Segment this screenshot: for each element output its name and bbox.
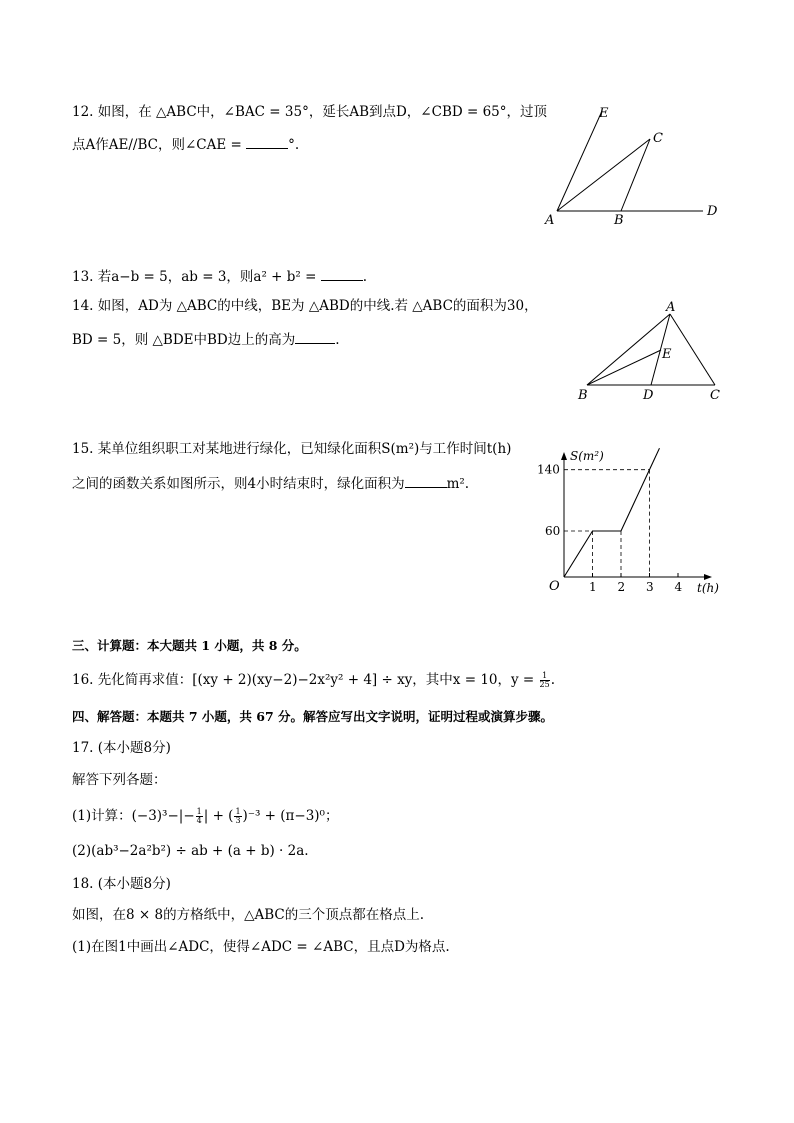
q15-xtick-4: 4: [674, 580, 683, 594]
q15-ylabel: S(m²): [570, 449, 604, 463]
q18-line2: (1)在图1中画出∠ADC，使得∠ADC = ∠ABC，且点D为格点.: [72, 939, 450, 955]
q15-line2-unit: m².: [446, 476, 470, 492]
q16-frac-num: 1: [540, 672, 550, 681]
q15-graph: [537, 445, 730, 605]
q15-y-arrow-icon: [561, 452, 567, 460]
q13-answer-blank[interactable]: [321, 268, 363, 281]
q16-fraction: [540, 672, 550, 689]
q14-label-E: E: [662, 347, 672, 362]
q14-label-B: B: [578, 388, 588, 403]
q17-header: 17. (本小题8分): [72, 740, 171, 756]
q15-line1: 15. 某单位组织职工对某地进行绿化，已知绿化面积S(m²)与工作时间t(h): [72, 441, 512, 457]
q17-frac1: [196, 808, 203, 825]
q15-series-extension: [650, 448, 660, 469]
q14-line2-text: BD = 5，则 △BDE中BD边上的高为: [72, 332, 296, 348]
q13-end: .: [362, 269, 368, 285]
q17-frac2: [234, 808, 241, 825]
q15-ytick-140: 140: [537, 462, 560, 477]
q13-text: 13. 若a−b = 5，ab = 3，则a² + b² =: [72, 269, 321, 285]
q14-label-A: A: [666, 300, 676, 315]
q15-answer-blank[interactable]: [405, 475, 447, 488]
q12-line2-end: °.: [288, 137, 300, 153]
q17-intro: 解答下列各题：: [72, 772, 167, 788]
q12-line2-text: 点A作AE//BC，则∠CAE =: [72, 137, 247, 153]
q12-label-B: B: [614, 213, 624, 228]
section4-title: 四、解答题：本题共 7 小题，共 67 分。解答应写出文字说明，证明过程或演算步骤。: [72, 709, 554, 724]
q14-label-C: C: [710, 388, 720, 403]
q16-end: .: [550, 672, 555, 688]
q17-part2: (2)(ab³−2a²b²) ÷ ab + (a + b) · 2a.: [72, 843, 309, 859]
q15-x-arrow-icon: [704, 574, 712, 580]
q17-p1-pre: (1)计算：(−3)³−|−: [72, 808, 195, 824]
q12-answer-blank[interactable]: [246, 136, 288, 149]
q17-frac2-den: 3: [235, 816, 241, 825]
q15-origin-label: O: [549, 579, 560, 594]
q17-frac1-num: 1: [196, 807, 202, 816]
q17-p1-post: )⁻³ + (π−3)⁰；: [242, 808, 339, 824]
q15-xlabel: t(h): [697, 581, 719, 595]
q15-line2: [72, 475, 469, 492]
q16-text: 16. 先化简再求值：[(xy + 2)(xy−2)−2x²y² + 4] ÷ xy，其中x = 10，y =: [72, 672, 539, 688]
q12-line1: 12. 如图，在 △ABC中，∠BAC = 35°，延长AB到点D，∠CBD = 65°，过顶: [72, 104, 548, 120]
q15-xtick-2: 2: [617, 580, 626, 594]
q14-line-AC: [670, 314, 715, 385]
q14-line1: 14. 如图，AD为 △ABC的中线，BE为 △ABD的中线.若 △ABC的面积为30，: [72, 298, 538, 314]
q17-frac1-den: 4: [196, 816, 202, 825]
q15-series-line: [564, 470, 650, 577]
section3-title: 三、计算题：本大题共 1 小题，共 8 分。: [72, 638, 307, 653]
q15-line2-text: 之间的函数关系如图所示，则4小时结束时，绿化面积为: [72, 476, 405, 492]
q14-label-D: D: [643, 388, 654, 403]
q18-header: 18. (本小题8分): [72, 876, 171, 892]
q12-label-E: E: [599, 106, 609, 121]
q12-label-C: C: [653, 131, 663, 146]
q12-line-AE: [557, 111, 602, 211]
q16-frac-den: 25: [539, 680, 550, 689]
q12-figure: [540, 100, 730, 235]
q15-xtick-3: 3: [646, 580, 654, 594]
q17-part1: [72, 808, 338, 825]
q18-line1: 如图，在8 × 8的方格纸中，△ABC的三个顶点都在格点上.: [72, 907, 424, 923]
q16-line: [72, 672, 555, 689]
q14-line2: [72, 331, 340, 348]
q17-p1-mid: | + (: [203, 808, 234, 824]
q12-line2: [72, 136, 299, 153]
q14-figure: [570, 298, 730, 408]
q14-line2-end: .: [335, 332, 340, 348]
q12-label-D: D: [707, 204, 718, 219]
q15-ytick-60: 60: [545, 524, 561, 538]
q14-line-BE: [587, 350, 661, 385]
q13-line: [72, 268, 367, 285]
q12-line-AC: [557, 139, 650, 211]
q14-line-AB: [587, 314, 670, 385]
q14-answer-blank[interactable]: [295, 331, 335, 344]
q17-frac2-num: 1: [235, 807, 241, 816]
q15-xtick-1: 1: [589, 580, 597, 594]
q12-label-A: A: [545, 213, 555, 228]
